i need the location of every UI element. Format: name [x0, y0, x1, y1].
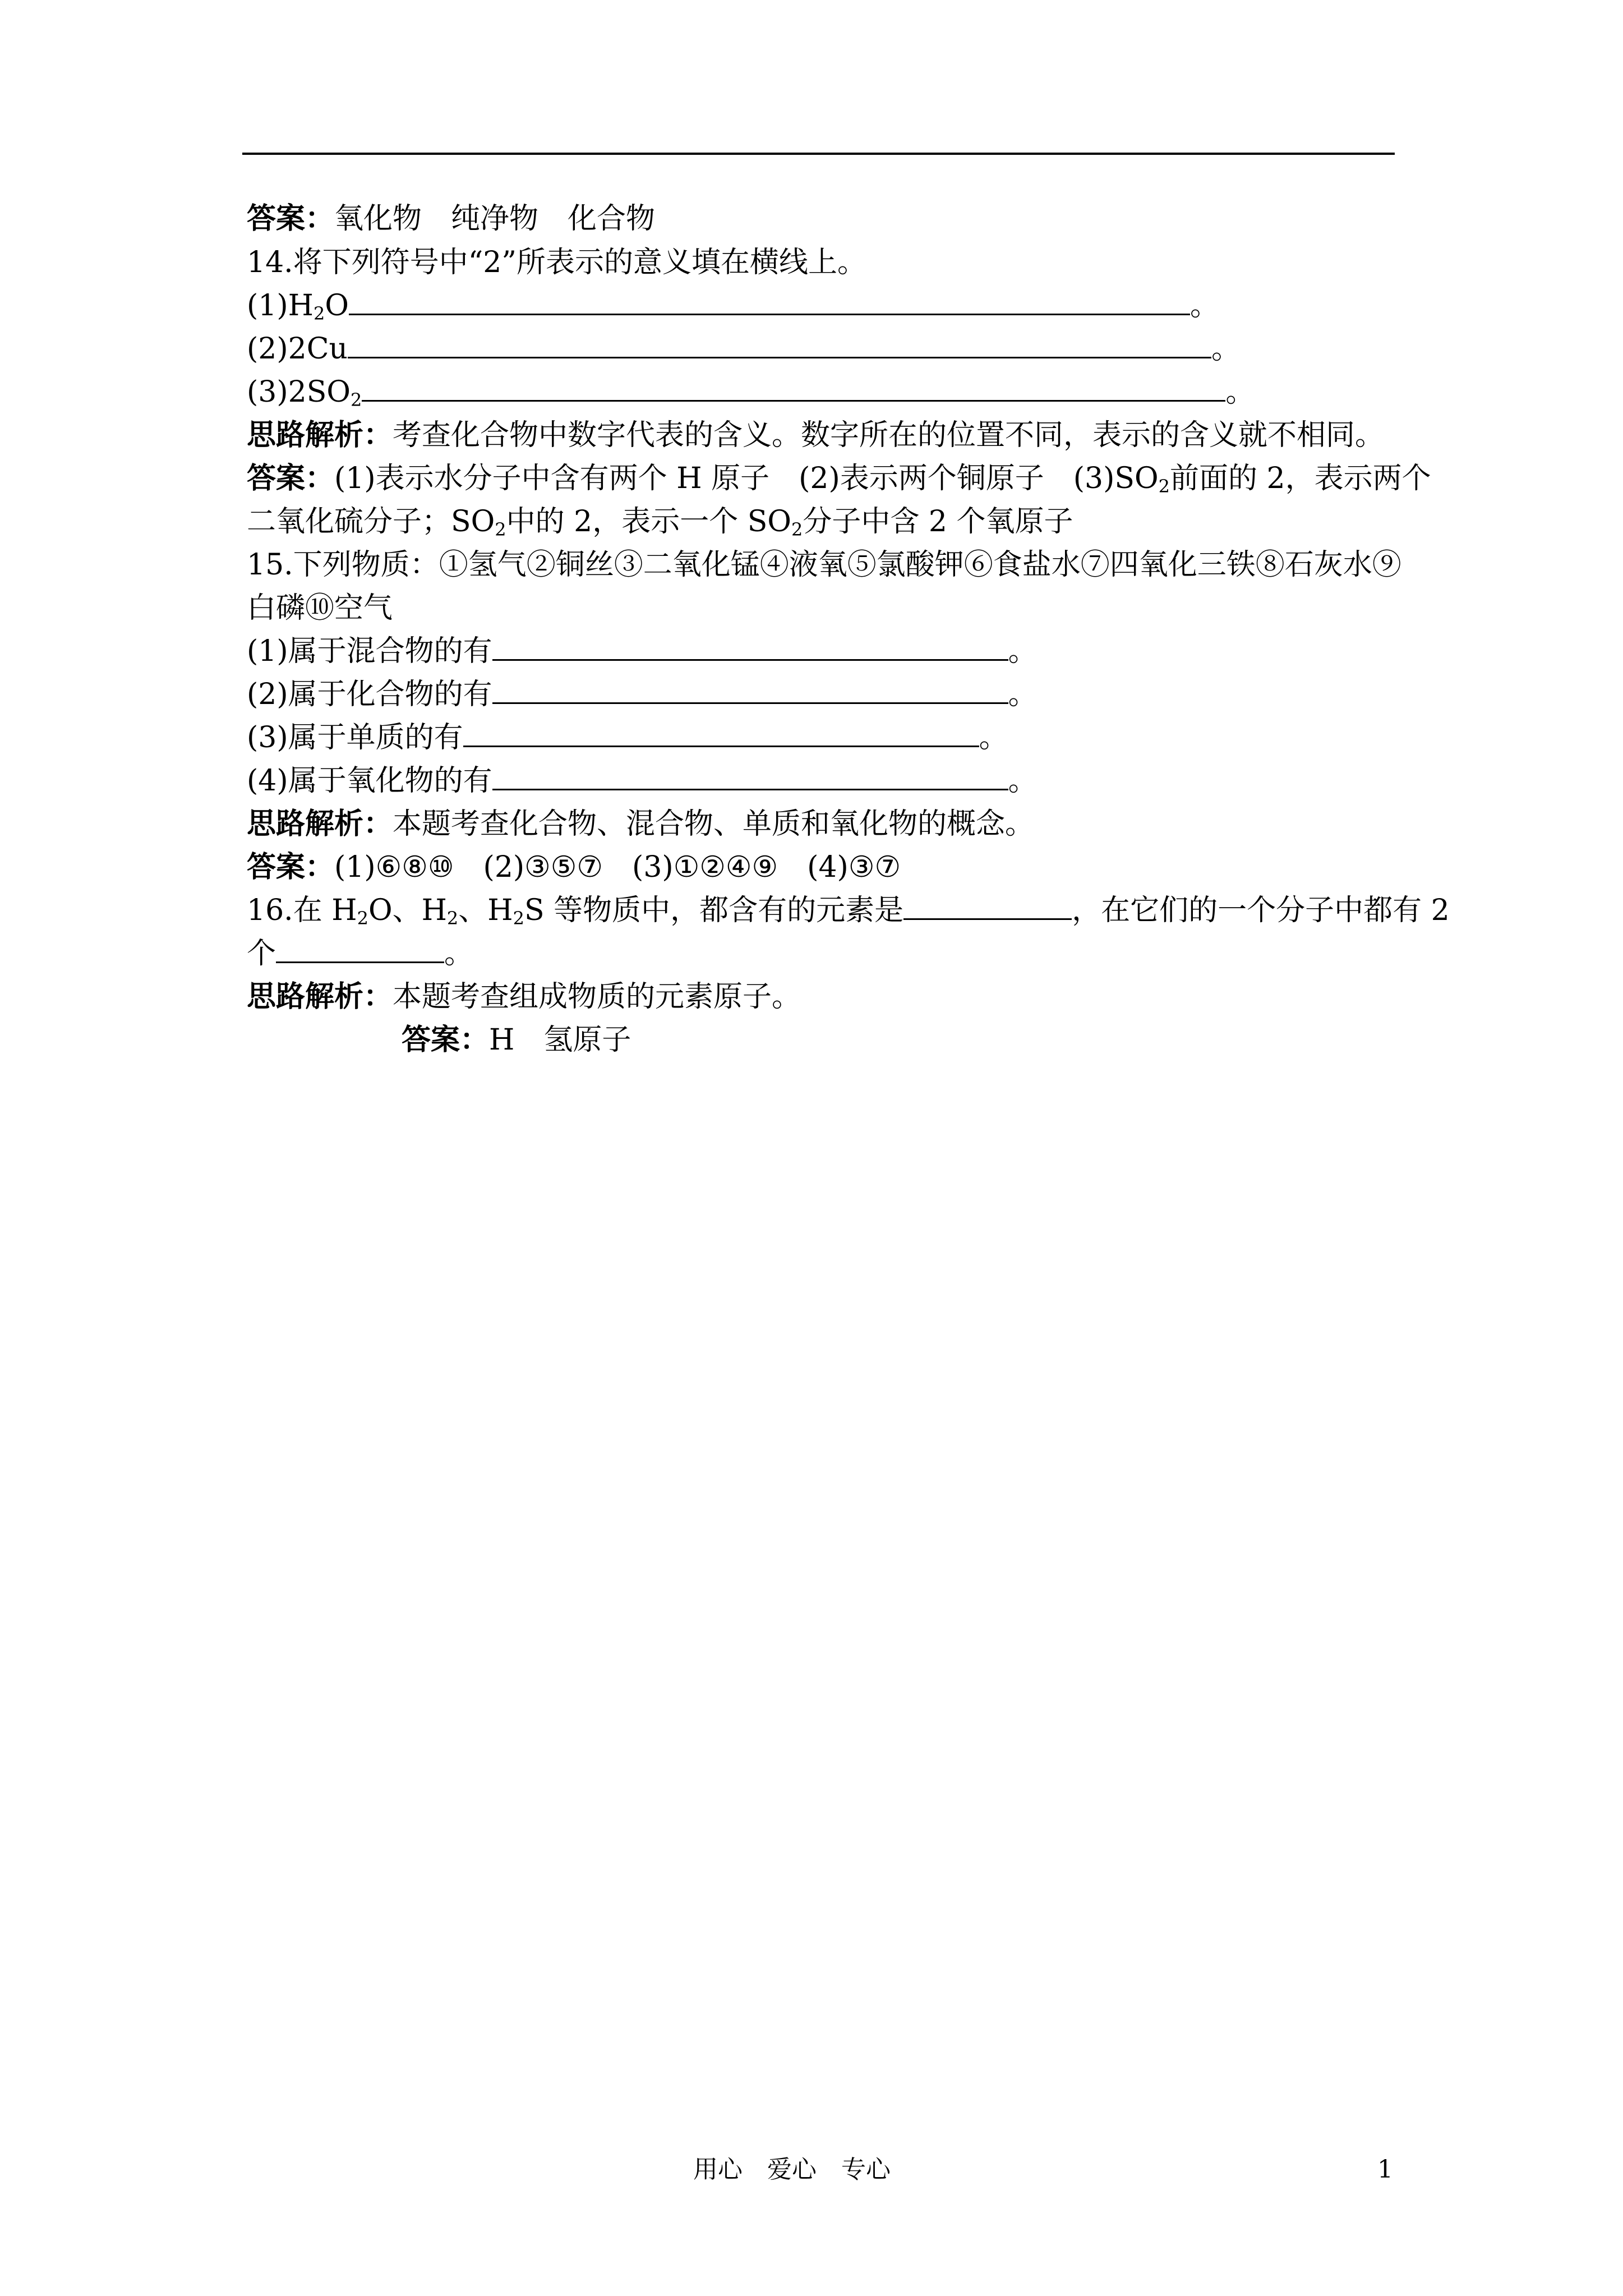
- fill-blank[interactable]: [492, 633, 1008, 661]
- footer-motto: 用心 爱心 专心: [693, 2155, 891, 2184]
- analysis-label: 思路解析：: [247, 979, 393, 1014]
- fill-blank[interactable]: [349, 288, 1190, 315]
- q14-analysis: 思路解析：考查化合物中数字代表的含义。数字所在的位置不同，表示的含义就不相同。: [247, 418, 1385, 452]
- fill-blank[interactable]: [362, 374, 1225, 402]
- analysis-label: 思路解析：: [247, 807, 393, 841]
- fill-blank[interactable]: [903, 892, 1072, 920]
- answer-label: 答案：: [247, 461, 335, 495]
- fill-blank[interactable]: [276, 936, 444, 963]
- answer-label: 答案：: [247, 201, 335, 236]
- fill-blank[interactable]: [492, 763, 1008, 790]
- intro-answer: [247, 199, 655, 239]
- header-rule: [242, 153, 1395, 155]
- answer-text: 氧化物 纯净物 化合物: [334, 202, 656, 236]
- fill-blank[interactable]: [492, 677, 1008, 704]
- answer-label: 答案：: [402, 1023, 490, 1057]
- fill-blank[interactable]: [463, 720, 979, 747]
- q15-item-2: (2)属于化合物的有 。: [247, 678, 1038, 711]
- q14-item-2: (2)2Cu 。: [247, 332, 1241, 366]
- q16-stem-line1: 16.在 $H_2O$、$H_2$、$H_2S$ 等物质中，都含有的元素是 ，在它们的一个分子中都有 2: [247, 894, 1450, 929]
- answer-label: 答案：: [247, 850, 335, 884]
- q16-answer: 答案：H 氢原子: [402, 1023, 631, 1057]
- q16-stem-line2: 个 。: [247, 937, 474, 970]
- q16-analysis: 思路解析：本题考查组成物质的元素原子。: [247, 979, 801, 1014]
- analysis-label: 思路解析：: [247, 418, 393, 452]
- q15-stem-line2: 白磷⑩空气: [247, 591, 393, 625]
- q15-answer: 答案：(1)⑥⑧⑩ (2)③⑤⑦ (3)①②④⑨ (4)③⑦: [247, 850, 901, 884]
- fill-blank[interactable]: [348, 331, 1211, 358]
- q14-answer-line1: 答案：(1)表示水分子中含有两个 H 原子 (2)表示两个铜原子 $(3)SO_2$前面的 2，表示两个: [247, 461, 1431, 497]
- q14-item-1: $(1)H_2O$ 。: [247, 289, 1220, 324]
- q15-item-1: (1)属于混合物的有 。: [247, 634, 1038, 668]
- page-number: 1: [1377, 2155, 1393, 2184]
- q14-item-3: $(3)2SO_2$ 。: [247, 375, 1255, 411]
- q15-analysis: 思路解析：本题考查化合物、混合物、单质和氧化物的概念。: [247, 807, 1035, 841]
- q15-item-4: (4)属于氧化物的有 。: [247, 764, 1038, 798]
- q15-item-3: (3)属于单质的有 。: [247, 721, 1008, 754]
- q15-stem-line1: 15.下列物质：①氢气②铜丝③二氧化锰④液氧⑤氯酸钾⑥食盐水⑦四氧化三铁⑧石灰水⑨: [247, 548, 1401, 582]
- q14-stem: 14.将下列符号中“2”所表示的意义填在横线上。: [247, 246, 866, 279]
- q14-answer-line2: 二氧化硫分子；$SO_2$中的 2，表示一个 $SO_2$分子中含 2 个氧原子: [247, 505, 1073, 540]
